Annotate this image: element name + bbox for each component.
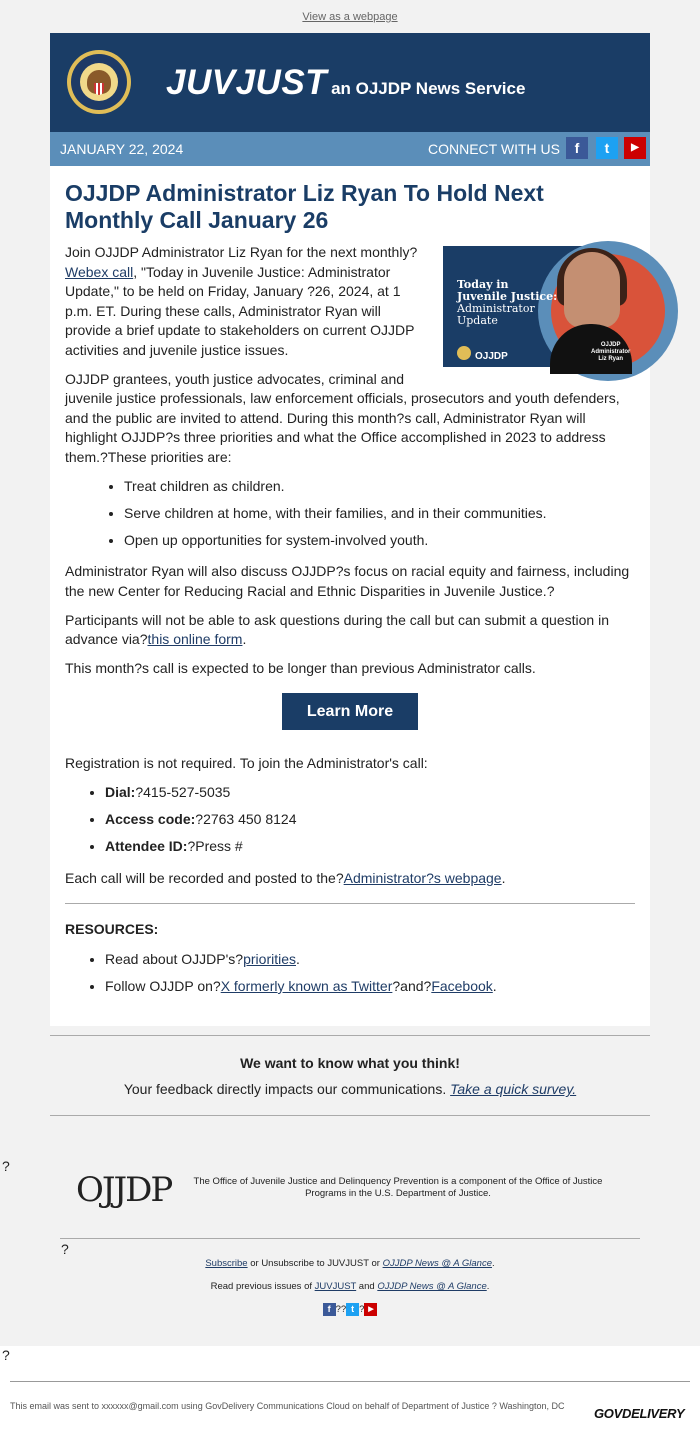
doj-seal-icon	[67, 50, 131, 114]
previous-issues-line: Read previous issues of JUVJUST and OJJDP News @ A Glance.	[210, 1281, 490, 1292]
webex-call-link[interactable]: Webex call	[65, 263, 134, 280]
youtube-icon[interactable]: ▶	[624, 137, 646, 159]
twitter-link[interactable]: X formerly known as Twitter	[220, 977, 393, 994]
priorities-list	[65, 477, 635, 551]
footer-divider	[60, 1238, 640, 1239]
list-item: • Treat children as children.	[124, 477, 635, 497]
learn-more-button[interactable]: Learn More	[282, 693, 418, 730]
survey-link[interactable]: Take a quick survey.	[450, 1081, 577, 1097]
masthead	[50, 33, 650, 132]
online-form-link[interactable]: this online form	[147, 631, 243, 648]
divider	[65, 903, 635, 904]
article-body	[50, 166, 650, 1026]
image-caption: OJJDP Administrator Liz Ryan	[591, 342, 631, 362]
feedback-heading: We want to know what you think!	[240, 1055, 460, 1071]
image-subheading: Administrator Update	[457, 302, 535, 327]
subscribe-link[interactable]: Subscribe	[205, 1258, 248, 1269]
connect-label: CONNECT WITH US	[428, 141, 560, 157]
dial-item: • Dial:?415-527-5035	[105, 783, 635, 803]
placeholder-glyph: ?	[2, 1347, 10, 1363]
topbar	[0, 0, 700, 33]
facebook-icon[interactable]: f	[323, 1303, 336, 1316]
equity-paragraph: Administrator Ryan will also discuss OJJDP?s focus on racial equity and fairness, including the new Center for Reducing Racial and Ethnic Disparities in Juvenile Justice.?	[65, 563, 630, 599]
attendee-id-item: • Attendee ID:?Press #	[105, 837, 635, 857]
resources-heading: RESOURCES:	[65, 921, 159, 938]
placeholder-glyph: ?	[2, 1158, 10, 1174]
feedback-text: Your feedback directly impacts our communications. Take a quick survey.	[123, 1081, 577, 1097]
facebook-link[interactable]: Facebook	[431, 977, 493, 994]
subscribe-line: Subscribe or Unsubscribe to JUVJUST or OJJDP News @ A Glance.	[205, 1258, 495, 1269]
email-container	[50, 33, 650, 1116]
govdelivery-logo: GOVDELIVERY	[594, 1406, 685, 1421]
list-item: • Open up opportunities for system-involved youth.	[124, 531, 635, 551]
list-item: • Read about OJJDP's?priorities.	[105, 950, 635, 970]
brand-title	[166, 63, 525, 103]
news-at-a-glance-link[interactable]: OJJDP News @ A Glance	[382, 1258, 492, 1269]
recording-paragraph: Each call will be recorded and posted to the?Administrator?s webpage.	[65, 869, 506, 886]
footer-description: The Office of Juvenile Justice and Delinquency Prevention is a component of the Office of Justice Programs in the U.S. Department of Justice.	[193, 1176, 603, 1199]
administrator-update-image[interactable]	[443, 246, 631, 367]
sent-notice: This email was sent to xxxxxx@gmail.com using GovDelivery Communications Cloud on behalf of Department of Justice ? Washington, DC	[10, 1401, 565, 1411]
access-code-item: • Access code:?2763 450 8124	[105, 810, 635, 830]
feedback-section	[50, 1035, 650, 1116]
juvjust-archive-link[interactable]: JUVJUST	[314, 1281, 357, 1292]
registration-paragraph: Registration is not required. To join the Administrator's call:	[65, 755, 428, 772]
priorities-link[interactable]: priorities	[243, 950, 296, 967]
footer-social: f ?? t ? ▶	[50, 1303, 650, 1316]
delivery-footer	[0, 1346, 700, 1434]
youtube-icon[interactable]: ▶	[364, 1303, 377, 1316]
ojjdp-seal-icon	[457, 346, 471, 360]
twitter-icon[interactable]: t	[596, 137, 618, 159]
date-bar	[50, 132, 650, 166]
news-glance-archive-link[interactable]: OJJDP News @ A Glance	[377, 1281, 487, 1292]
view-as-webpage-link[interactable]: View as a webpage	[302, 11, 398, 23]
placeholder-glyph: ?	[61, 1241, 69, 1257]
footer-divider	[10, 1381, 690, 1382]
facebook-icon[interactable]: f	[566, 137, 588, 159]
resources-list	[65, 950, 635, 997]
questions-paragraph: Participants will not be able to ask questions during the call but can submit a question in advance via?this online form.	[65, 611, 609, 648]
brand-name: JUVJUST	[166, 63, 328, 102]
ojjdp-logo: OJJDP	[76, 1170, 172, 1210]
brand-tagline: an OJJDP News Service	[331, 79, 526, 98]
call-details-list	[65, 783, 635, 857]
list-item: • Follow OJJDP on?X formerly known as Twitter?and?Facebook.	[105, 977, 635, 997]
administrator-webpage-link[interactable]: Administrator?s webpage	[343, 869, 502, 886]
article-title: OJJDP Administrator Liz Ryan To Hold Next Monthly Call January 26	[65, 180, 544, 233]
intro-paragraph: Join OJJDP Administrator Liz Ryan for the next monthly? Webex call, "Today in Juvenile Justice: Administrator Update," to be held on Friday, January ?26, 2024, at 1 p.m. ET. During these calls, Administrator Ryan will provide a brief update to stakeholders on current OJJDP activities and juvenile justice issues.	[65, 244, 418, 358]
image-heading: Today in Juvenile Justice:	[457, 278, 558, 303]
issue-date: JANUARY 22, 2024	[60, 141, 184, 157]
list-item: • Serve children at home, with their families, and in their communities.	[124, 504, 635, 524]
length-paragraph: This month?s call is expected to be longer than previous Administrator calls.	[65, 659, 536, 676]
image-logo-text: OJJDP	[475, 351, 508, 362]
attendees-paragraph: OJJDP grantees, youth justice advocates, criminal and juvenile justice professionals, law enforcement officials, prosecutors and youth defenders, and the public are invited to attend. During this month?s call, Administrator Ryan will highlight OJJDP?s three priorities and what the Office accomplished in 2023 to address them.?These priorities are:	[65, 370, 620, 465]
twitter-icon[interactable]: t	[346, 1303, 359, 1316]
